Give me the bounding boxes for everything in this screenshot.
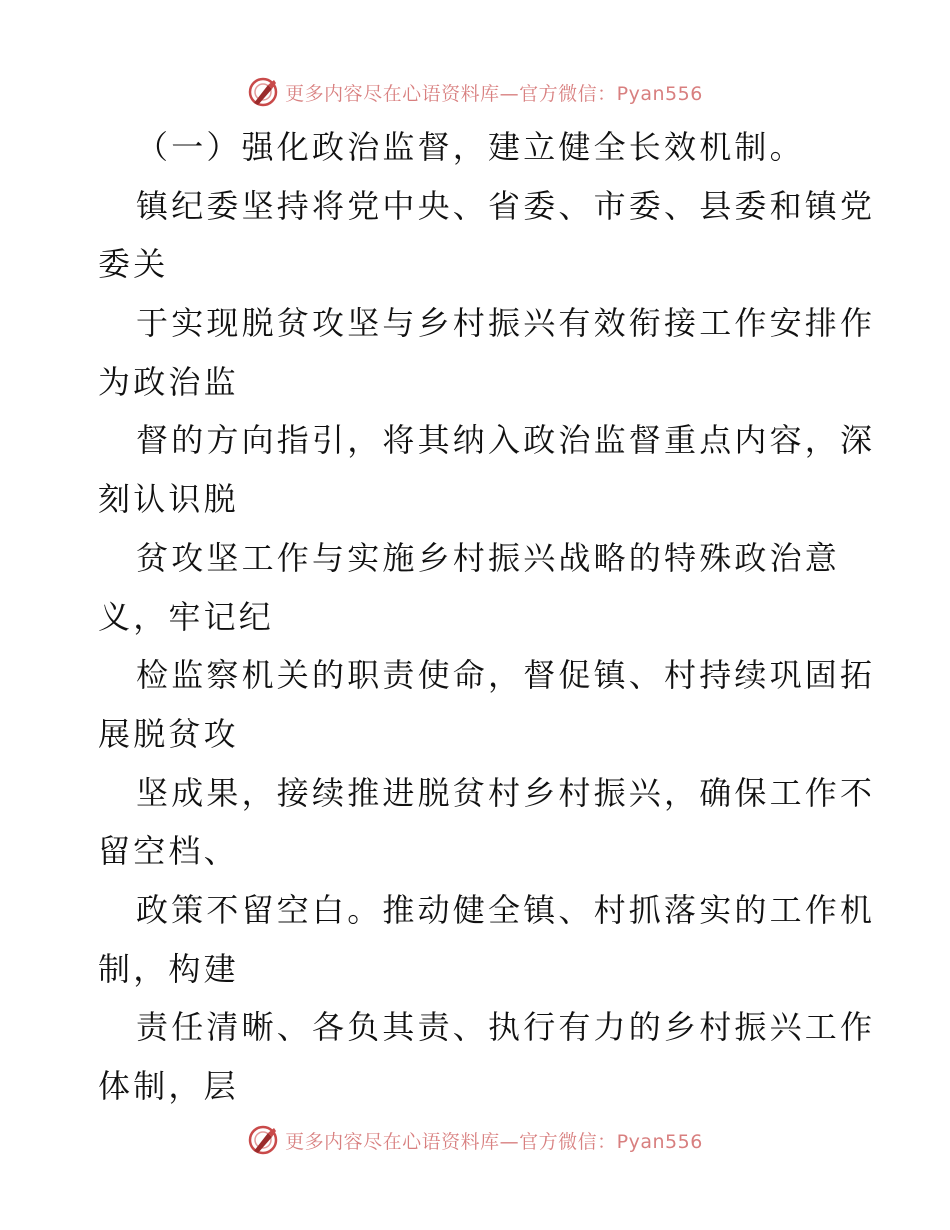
paragraph-line: 体制，层 bbox=[98, 1067, 239, 1105]
footer-watermark-text: 更多内容尽在心语资料库—官方微信：Pyan556 bbox=[285, 1130, 703, 1153]
paragraph-line: 镇纪委坚持将党中央、省委、市委、县委和镇党 bbox=[136, 186, 876, 225]
paragraph-line: 于实现脱贫攻坚与乡村振兴有效衔接工作安排作 bbox=[136, 304, 876, 343]
paragraph-line: 为政治监 bbox=[98, 362, 239, 401]
paragraph-line: 展脱贫攻 bbox=[98, 714, 239, 753]
paragraph-line: 政策不留空白。推动健全镇、村抓落实的工作机 bbox=[136, 890, 876, 929]
header-watermark bbox=[0, 72, 950, 112]
paragraph-line: 委关 bbox=[98, 245, 169, 284]
paragraph-line: 贫攻坚工作与实施乡村振兴战略的特殊政治意 bbox=[136, 538, 841, 577]
paragraph-line: 制，构建 bbox=[98, 949, 239, 988]
fountain-pen-logo-icon bbox=[247, 76, 279, 108]
paragraph-line: 义，牢记纪 bbox=[98, 597, 275, 636]
document-body bbox=[98, 118, 876, 1116]
footer-watermark bbox=[0, 1120, 950, 1160]
header-watermark-text: 更多内容尽在心语资料库—官方微信：Pyan556 bbox=[285, 82, 703, 105]
paragraph-line: 检监察机关的职责使命，督促镇、村持续巩固拓 bbox=[136, 656, 876, 695]
paragraph-line: 坚成果，接续推进脱贫村乡村振兴，确保工作不 bbox=[136, 773, 876, 812]
fountain-pen-logo-icon bbox=[247, 1124, 279, 1156]
paragraph-line: 责任清晰、各负其责、执行有力的乡村振兴工作 bbox=[136, 1008, 876, 1047]
paragraph-line: 刻认识脱 bbox=[98, 480, 239, 519]
paragraph-line: （一）强化政治监督，建立健全长效机制。 bbox=[136, 128, 805, 166]
paragraph-line: 督的方向指引，将其纳入政治监督重点内容，深 bbox=[136, 421, 876, 460]
paragraph-line: 留空档、 bbox=[98, 832, 239, 871]
